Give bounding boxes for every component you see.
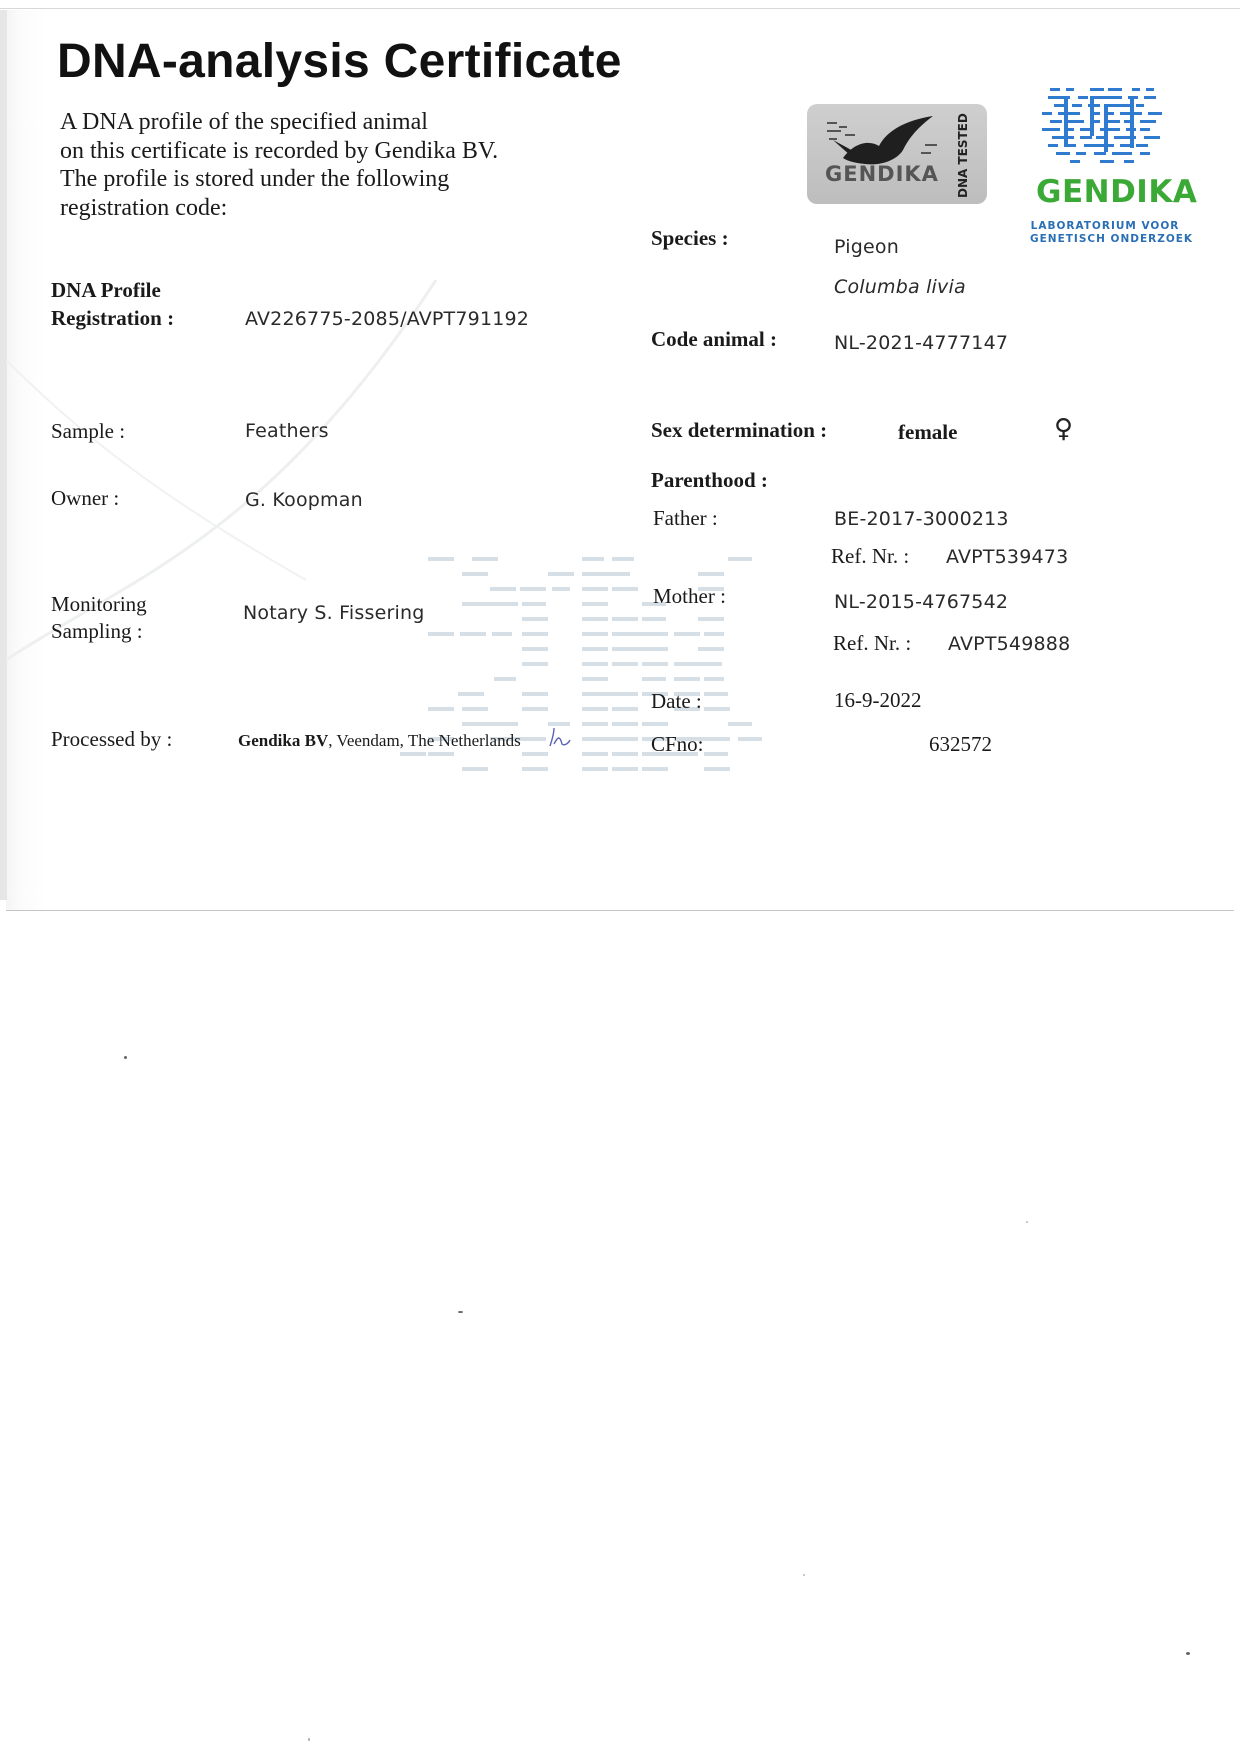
scan-speck bbox=[458, 1311, 463, 1313]
monitoring-value: Notary S. Fissering bbox=[243, 602, 425, 624]
processed-location: , Veendam, The Netherlands bbox=[328, 731, 521, 750]
processed-value bbox=[238, 731, 521, 751]
scan-speck bbox=[803, 1574, 805, 1576]
father-ref-value: AVPT539473 bbox=[946, 546, 1069, 568]
intro-text bbox=[60, 108, 498, 222]
monitoring-label bbox=[51, 591, 147, 645]
certificate-title: DNA-analysis Certificate bbox=[57, 35, 622, 88]
gendika-sub-line-2: GENETISCH ONDERZOEK bbox=[1030, 233, 1194, 245]
gendika-logo-icon bbox=[1040, 86, 1172, 164]
intro-line-2: on this certificate is recorded by Gendika BV. bbox=[60, 137, 499, 164]
sex-determination-label: Sex determination : bbox=[651, 418, 828, 442]
dna-profile-label bbox=[51, 276, 174, 332]
date-label: Date : bbox=[651, 689, 702, 713]
scan-top-edge bbox=[0, 8, 1240, 9]
scan-speck bbox=[124, 1056, 127, 1059]
handwritten-initial-mark bbox=[548, 726, 572, 750]
dna-profile-label-1: DNA Profile bbox=[51, 278, 161, 302]
species-value: Pigeon bbox=[834, 236, 899, 258]
monitoring-label-2: Sampling : bbox=[51, 619, 143, 643]
mother-ref-value: AVPT549888 bbox=[948, 633, 1071, 655]
intro-line-4: registration code: bbox=[60, 194, 228, 221]
dna-tested-badge bbox=[807, 104, 987, 204]
owner-value: G. Koopman bbox=[245, 489, 363, 511]
father-ref-label: Ref. Nr. : bbox=[831, 544, 910, 568]
watermark-logo bbox=[398, 552, 858, 822]
scan-fold-line bbox=[6, 910, 1234, 911]
species-latin-value: Columba livia bbox=[834, 276, 966, 298]
sample-label: Sample : bbox=[51, 419, 126, 443]
processed-company: Gendika BV bbox=[238, 731, 329, 750]
intro-line-3: The profile is stored under the following bbox=[60, 166, 450, 192]
gendika-logo-text: GENDIKA bbox=[1036, 174, 1198, 210]
parenthood-label: Parenthood : bbox=[651, 468, 768, 492]
cfno-value: 632572 bbox=[929, 732, 992, 756]
date-value: 16-9-2022 bbox=[834, 688, 922, 712]
dna-profile-label-2: Registration : bbox=[51, 306, 175, 330]
monitoring-label-1: Monitoring bbox=[51, 592, 147, 616]
badge-side-text: DNA TESTED bbox=[956, 113, 970, 198]
gendika-sub-line-1: LABORATORIUM VOOR bbox=[1030, 220, 1180, 232]
processed-label: Processed by : bbox=[51, 727, 173, 751]
scan-speck bbox=[1026, 1221, 1028, 1223]
cfno-label: CFno: bbox=[651, 732, 704, 756]
intro-line-1: A DNA profile of the specified animal bbox=[60, 109, 428, 135]
mother-ref-label: Ref. Nr. : bbox=[833, 631, 912, 655]
father-label: Father : bbox=[653, 506, 718, 530]
mother-label: Mother : bbox=[653, 584, 726, 608]
badge-brand-text: GENDIKA bbox=[825, 162, 939, 186]
scan-speck bbox=[1186, 1652, 1190, 1655]
code-animal-label: Code animal : bbox=[651, 327, 777, 351]
gendika-subtitle bbox=[1030, 220, 1194, 246]
scan-speck bbox=[308, 1738, 310, 1741]
code-animal-value: NL-2021-4777147 bbox=[834, 332, 1009, 354]
mother-value: NL-2015-4767542 bbox=[834, 591, 1009, 613]
dna-profile-value: AV226775-2085/AVPT791192 bbox=[245, 308, 530, 330]
sample-value: Feathers bbox=[245, 420, 329, 442]
owner-label: Owner : bbox=[51, 486, 120, 510]
father-value: BE-2017-3000213 bbox=[834, 508, 1009, 530]
female-symbol-icon: ♀ bbox=[1054, 414, 1074, 444]
sex-value: female bbox=[898, 420, 958, 444]
species-label: Species : bbox=[651, 226, 729, 250]
